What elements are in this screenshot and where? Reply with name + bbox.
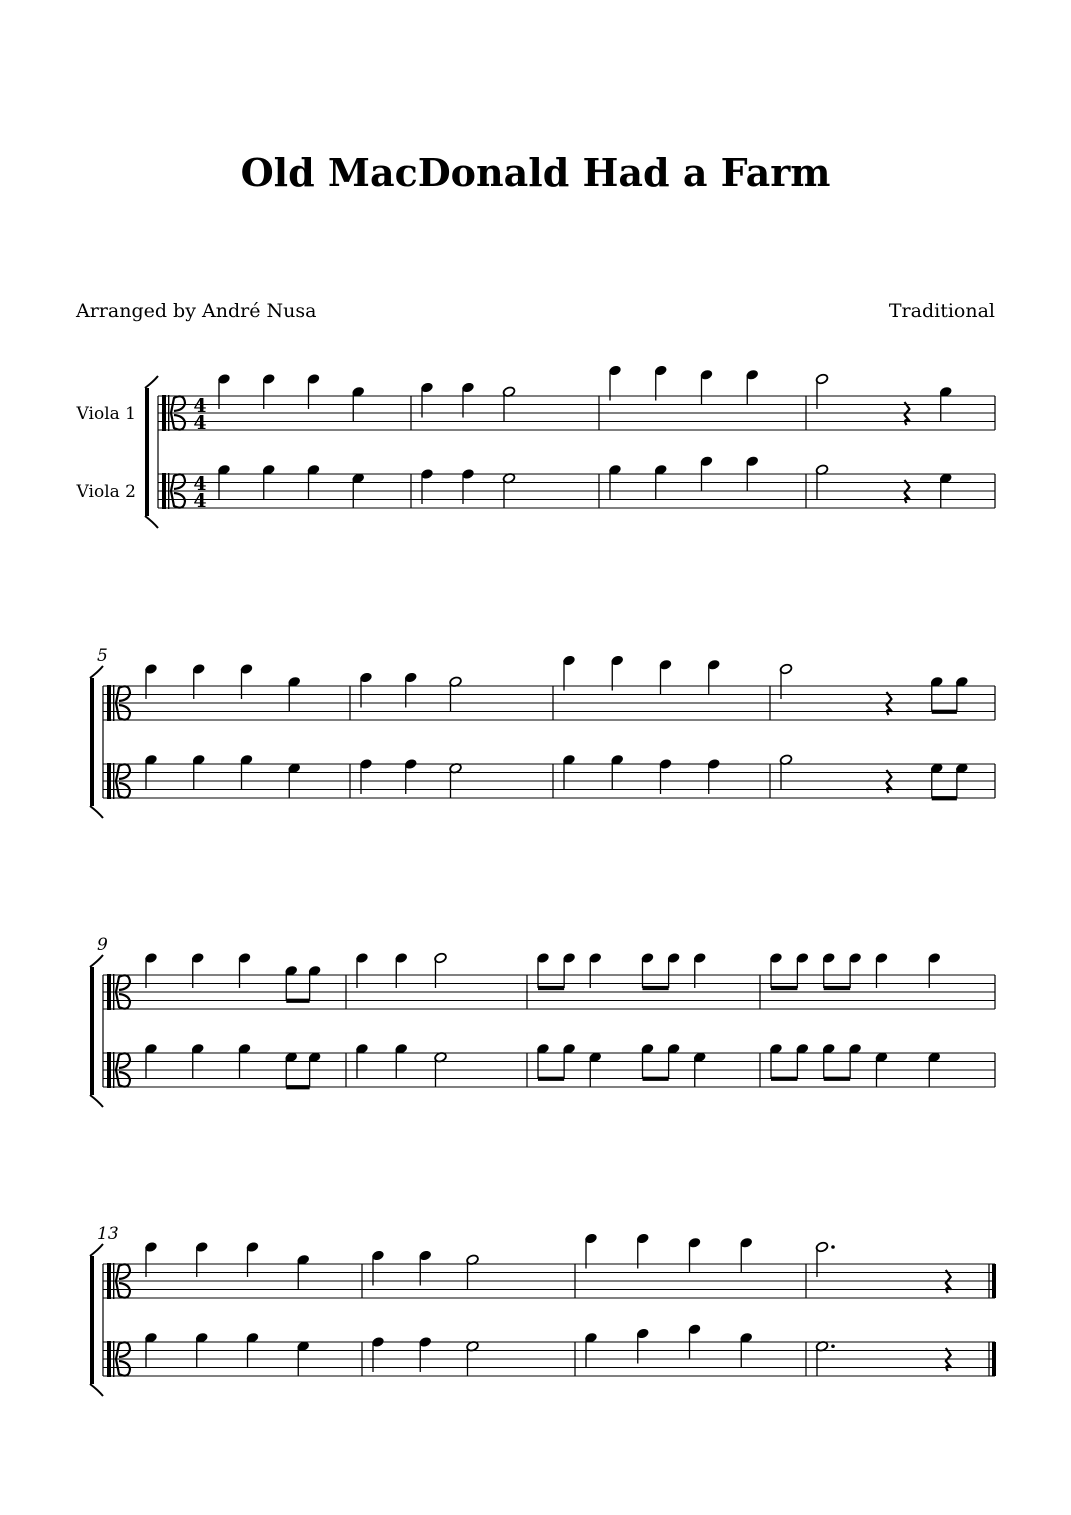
note — [461, 382, 474, 418]
note — [195, 1332, 208, 1368]
measure-number: 5 — [97, 646, 108, 666]
note — [144, 663, 157, 699]
note — [659, 659, 672, 695]
note — [815, 1241, 834, 1277]
note — [707, 659, 720, 695]
note — [144, 1241, 157, 1277]
note — [217, 464, 230, 500]
note — [659, 758, 672, 794]
clef-thick-bar — [107, 1263, 111, 1299]
clef-thin-bar — [168, 473, 169, 509]
note — [611, 655, 624, 691]
note — [562, 1043, 575, 1079]
note — [355, 1043, 368, 1079]
note — [434, 1051, 447, 1087]
note — [693, 952, 706, 988]
note — [589, 1051, 602, 1087]
note — [359, 758, 372, 794]
note — [307, 373, 320, 409]
note — [654, 365, 667, 401]
note — [371, 1250, 384, 1286]
clef-thick-bar — [162, 395, 166, 431]
note — [238, 952, 251, 988]
staff — [103, 1053, 995, 1087]
staff — [103, 975, 995, 1009]
note — [589, 952, 602, 988]
note — [746, 455, 759, 491]
note — [822, 1043, 835, 1079]
augmentation-dot — [831, 1344, 835, 1348]
note — [420, 468, 433, 504]
note — [688, 1323, 701, 1359]
note — [796, 1043, 809, 1079]
note — [308, 965, 321, 1001]
note — [308, 1051, 321, 1087]
note — [562, 952, 575, 988]
note — [352, 472, 365, 508]
note — [449, 676, 462, 712]
clef-thick-bar — [107, 974, 111, 1010]
note — [192, 663, 205, 699]
note — [307, 464, 320, 500]
note — [240, 754, 253, 790]
note — [191, 1043, 204, 1079]
bracket-top-hook — [90, 955, 103, 967]
note — [930, 762, 943, 798]
clef-thick-bar — [107, 685, 111, 721]
bracket-top-hook — [145, 376, 158, 388]
note — [419, 1250, 432, 1286]
note — [875, 952, 888, 988]
note — [192, 754, 205, 790]
note — [641, 952, 654, 988]
arranger-credit: Arranged by André Nusa — [76, 300, 317, 322]
note — [848, 1043, 861, 1079]
note — [740, 1332, 753, 1368]
note — [404, 672, 417, 708]
note — [608, 365, 621, 401]
composer-credit: Traditional — [888, 300, 995, 322]
note — [667, 1043, 680, 1079]
measure-number: 9 — [97, 935, 108, 955]
note — [420, 382, 433, 418]
staff — [158, 396, 995, 430]
note — [930, 676, 943, 712]
staff — [103, 686, 995, 720]
note — [955, 676, 968, 712]
note — [611, 754, 624, 790]
note — [419, 1336, 432, 1372]
clef-thin-bar — [113, 1052, 114, 1088]
bracket-top-hook — [90, 666, 103, 678]
clef-thin-bar — [113, 974, 114, 1010]
note — [584, 1233, 597, 1269]
note — [395, 1043, 408, 1079]
note — [144, 754, 157, 790]
note — [700, 455, 713, 491]
note — [584, 1332, 597, 1368]
note — [434, 952, 447, 988]
note — [636, 1328, 649, 1364]
score-title: Old MacDonald Had a Farm — [240, 150, 831, 195]
note — [144, 952, 157, 988]
note — [395, 952, 408, 988]
note — [191, 952, 204, 988]
note — [693, 1051, 706, 1087]
note — [536, 952, 549, 988]
note — [466, 1340, 479, 1376]
note — [352, 386, 365, 422]
note — [288, 676, 301, 712]
note — [667, 952, 680, 988]
note — [654, 464, 667, 500]
note — [848, 952, 861, 988]
note — [461, 468, 474, 504]
note — [815, 373, 828, 409]
note — [779, 754, 792, 790]
clef-thin-bar — [113, 763, 114, 799]
note — [822, 952, 835, 988]
note — [144, 1043, 157, 1079]
clef-thick-bar — [107, 763, 111, 799]
measure-number: 13 — [97, 1224, 119, 1244]
time-signature-bottom: 4 — [193, 412, 207, 434]
clef-thin-bar — [113, 1263, 114, 1299]
instrument-name-1: Viola 1 — [76, 404, 136, 424]
note — [928, 952, 941, 988]
note — [562, 754, 575, 790]
note — [939, 386, 952, 422]
staff — [103, 1342, 995, 1376]
note — [636, 1233, 649, 1269]
clef-thick-bar — [107, 1052, 111, 1088]
time-signature-top: 4 — [193, 395, 207, 417]
bracket-top-hook — [90, 1244, 103, 1256]
bracket-bottom-hook — [145, 516, 158, 528]
staff — [103, 764, 995, 798]
note — [779, 663, 792, 699]
note — [285, 1051, 298, 1087]
note — [608, 464, 621, 500]
note — [144, 1332, 157, 1368]
note — [641, 1043, 654, 1079]
instrument-name-2: Viola 2 — [76, 482, 136, 502]
note — [466, 1254, 479, 1290]
clef-thick-bar — [162, 473, 166, 509]
note — [928, 1051, 941, 1087]
note — [955, 762, 968, 798]
note — [238, 1043, 251, 1079]
note — [262, 373, 275, 409]
note — [875, 1051, 888, 1087]
note — [707, 758, 720, 794]
note — [217, 373, 230, 409]
note — [297, 1340, 310, 1376]
note — [536, 1043, 549, 1079]
note — [740, 1237, 753, 1273]
note — [195, 1241, 208, 1277]
note — [246, 1241, 259, 1277]
clef-thick-bar — [107, 1341, 111, 1377]
note — [404, 758, 417, 794]
bracket-bottom-hook — [90, 1384, 103, 1396]
note — [815, 464, 828, 500]
augmentation-dot — [831, 1245, 835, 1249]
note — [700, 369, 713, 405]
note — [688, 1237, 701, 1273]
note — [246, 1332, 259, 1368]
note — [288, 762, 301, 798]
note — [815, 1340, 834, 1376]
note — [262, 464, 275, 500]
note — [371, 1336, 384, 1372]
note — [796, 952, 809, 988]
clef-thin-bar — [113, 685, 114, 721]
note — [449, 762, 462, 798]
bracket-bottom-hook — [90, 806, 103, 818]
clef-thin-bar — [168, 395, 169, 431]
note — [285, 965, 298, 1001]
clef-thin-bar — [113, 1341, 114, 1377]
note — [502, 386, 515, 422]
bracket-bottom-hook — [90, 1095, 103, 1107]
note — [562, 655, 575, 691]
note — [502, 472, 515, 508]
note — [769, 952, 782, 988]
note — [355, 952, 368, 988]
note — [240, 663, 253, 699]
note — [359, 672, 372, 708]
note — [939, 472, 952, 508]
note — [769, 1043, 782, 1079]
staff — [103, 1264, 995, 1298]
note — [746, 369, 759, 405]
time-signature-top: 4 — [193, 473, 207, 495]
time-signature-bottom: 4 — [193, 490, 207, 512]
note — [297, 1254, 310, 1290]
staff — [158, 474, 995, 508]
